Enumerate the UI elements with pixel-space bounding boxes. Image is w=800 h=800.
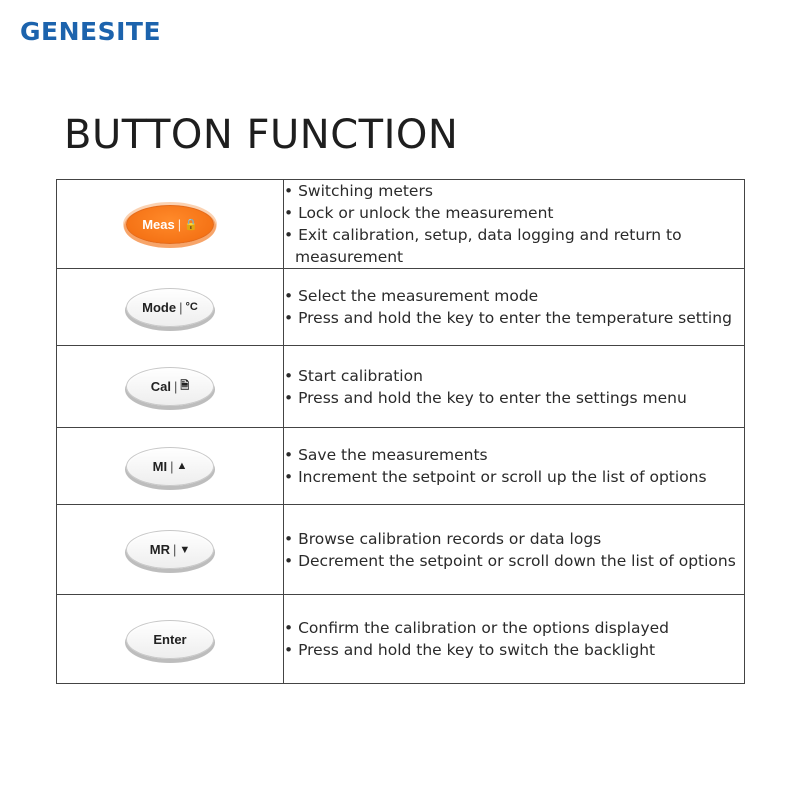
list-item: • Lock or unlock the measurement <box>284 202 744 224</box>
celsius-icon: °C <box>185 301 198 313</box>
list-item: • Increment the setpoint or scroll up the list of options <box>284 466 744 488</box>
description-cell <box>284 269 745 346</box>
function-list <box>284 528 744 572</box>
list-item: • Browse calibration records or data logs <box>284 528 744 550</box>
function-list <box>284 180 744 268</box>
list-item: • Press and hold the key to enter the settings menu <box>284 387 744 409</box>
button-cell <box>57 428 284 505</box>
list-item: • Switching meters <box>284 180 744 202</box>
cal-button[interactable]: Cal | 🗎 <box>126 367 214 406</box>
list-item: • Start calibration <box>284 365 744 387</box>
mr-button[interactable]: MR | ▼ <box>126 530 214 569</box>
button-cell <box>57 269 284 346</box>
button-cell <box>57 346 284 428</box>
mi-button[interactable]: MI | ▲ <box>126 447 214 486</box>
description-cell <box>284 595 745 684</box>
function-list <box>284 285 744 329</box>
list-item: • Press and hold the key to enter the temperature setting <box>284 307 744 329</box>
button-label: Cal <box>150 379 171 394</box>
description-cell <box>284 505 745 595</box>
function-list <box>284 365 744 409</box>
button-cell <box>57 180 284 269</box>
list-item: • Press and hold the key to switch the backlight <box>284 639 744 661</box>
table-row-mode <box>57 269 745 346</box>
table-row-cal <box>57 346 745 428</box>
list-item: • Select the measurement mode <box>284 285 744 307</box>
table-row-enter <box>57 595 745 684</box>
button-function-table <box>56 179 745 684</box>
list-item: • Confirm the calibration or the options displayed <box>284 617 744 639</box>
description-cell <box>284 180 745 269</box>
button-cell <box>57 505 284 595</box>
button-label: MR <box>149 542 170 557</box>
list-item: • Save the measurements <box>284 444 744 466</box>
meas-button[interactable]: Meas | 🔒 <box>126 205 214 244</box>
list-item: • Exit calibration, setup, data logging and return to measurement <box>284 224 744 268</box>
lock-icon: 🔒 <box>184 218 198 231</box>
enter-button[interactable] <box>126 620 214 659</box>
description-cell <box>284 428 745 505</box>
table-row-mi <box>57 428 745 505</box>
down-arrow-icon: ▼ <box>179 543 191 556</box>
table-row-meas <box>57 180 745 269</box>
table-row-mr <box>57 505 745 595</box>
button-cell <box>57 595 284 684</box>
page-title: BUTTON FUNCTION <box>64 112 459 158</box>
document-icon: 🗎 <box>180 380 190 392</box>
button-label: Meas <box>142 216 175 232</box>
button-label: Mode <box>142 299 177 315</box>
brand-logo: GENESITE <box>20 17 162 46</box>
description-cell <box>284 346 745 428</box>
function-list <box>284 617 744 661</box>
button-label: MI <box>152 458 168 474</box>
mode-button[interactable]: Mode | °C <box>126 288 214 327</box>
up-arrow-icon: ▲ <box>176 460 188 472</box>
function-list <box>284 444 744 488</box>
button-label: Enter <box>153 631 187 647</box>
list-item: • Decrement the setpoint or scroll down the list of options <box>284 550 744 572</box>
